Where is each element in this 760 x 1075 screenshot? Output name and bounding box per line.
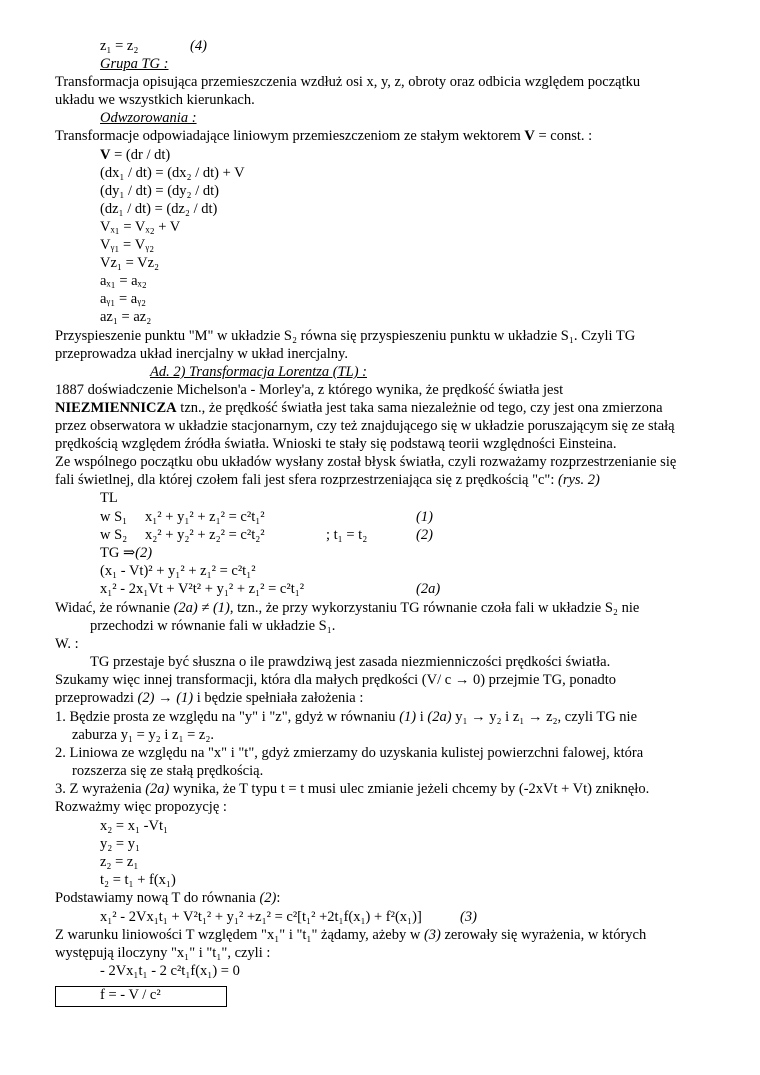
- equation: (dx₁ / dt) = (dx₂ / dt) + V: [100, 165, 245, 181]
- text-line: 1887 doświadczenie Michelson'a - Morley'a, z którego wynika, że prędkość światła jest: [55, 382, 564, 398]
- equation: z₂ = z₁: [100, 854, 139, 870]
- text-line: prędkością względem źródła światła. Wnioski te stały się podstawą teorii względności Einsteina.: [55, 436, 617, 452]
- result-equation: f = - V / c²: [100, 987, 161, 1003]
- equation-z1-z2: z₁ = z₂ (4): [100, 38, 207, 54]
- equation: t₂ = t₁ + f(x₁): [100, 872, 176, 888]
- equation-2: w S₂ x₂² + y₂² + z₂² = c²t₂² ; t₁ = t₂ (2): [100, 527, 433, 543]
- text-line: fali świetlnej, dla której czołem fali jest sfera rozprzestrzeniająca się z prędkością "c": (rys. 2): [55, 472, 600, 488]
- text-line: Transformacja opisująca przemieszczenia wzdłuż osi x, y, z, obroty oraz odbicia względem początku: [55, 74, 641, 90]
- equation: TG ⇒(2): [100, 545, 153, 561]
- equation: y₂ = y₁: [100, 836, 141, 852]
- equation: V = (dr / dt): [100, 147, 171, 163]
- text-line: przez obserwatora w układzie stacjonarnym, czy też znajdującego się w układzie poruszającym się ze stałą: [55, 418, 675, 434]
- list-item-2: 2. Liniowa ze względu na "x" i "t", gdyż zmierzamy do uzyskania kulistej powierzchni falowej, która: [55, 745, 644, 761]
- text-line: występują iloczyny "x₁" i "t₁", czyli :: [55, 945, 271, 961]
- text-line: przeprowadza układ inercjalny w układ inercjalny.: [55, 346, 348, 362]
- equation-1: w S₁ x₁² + y₁² + z₁² = c²t₁² (1): [100, 509, 433, 525]
- equation: Vₓ₁ = Vₓ₂ + V: [100, 219, 181, 235]
- text-line: Widać, że równanie (2a) ≠ (1), tzn., że przy wykorzystaniu TG równanie czoła fali w układzie S₂ nie: [55, 600, 640, 616]
- equation: (x₁ - Vt)² + y₁² + z₁² = c²t₁²: [100, 563, 256, 579]
- text-line: TG przestaje być słuszna o ile prawdziwą jest zasada niezmienniczości prędkości światła.: [90, 654, 611, 670]
- equation: aᵧ₁ = aᵧ₂: [100, 291, 147, 307]
- label-tl: TL: [100, 490, 118, 506]
- list-item-1: 1. Będzie prosta ze względu na "y" i "z", gdyż w równaniu (1) i (2a) y₁ → y₂ i z₁ → z₂, czyli TG nie: [55, 709, 638, 725]
- equation: aₓ₁ = aₓ₂: [100, 273, 147, 289]
- text-line: Szukamy więc innej transformacji, która dla małych prędkości (V/ c → 0) przejmie TG, ponadto: [55, 672, 617, 688]
- equation: Vᴢ₁ = Vᴢ₂: [100, 255, 160, 271]
- result-box: [55, 986, 227, 1007]
- heading-grupa-tg: Grupa TG :: [100, 56, 169, 72]
- text-line: rozszerza się ze stałą prędkością.: [72, 763, 264, 779]
- text-line: Z warunku liniowości T względem "x₁" i "t₁" żądamy, ażeby w (3) zerowały się wyrażenia, w których: [55, 927, 647, 943]
- equation: - 2Vx₁t₁ - 2 c²t₁f(x₁) = 0: [100, 963, 240, 979]
- text-line: Transformacje odpowiadające liniowym przemieszczeniom ze stałym wektorem V = const. :: [55, 128, 593, 144]
- text-line: zaburza y₁ = y₂ i z₁ = z₂.: [72, 727, 215, 743]
- equation: aᴢ₁ = aᴢ₂: [100, 309, 152, 325]
- text-line: przeprowadzi (2) → (1) i będzie spełniała założenia :: [55, 690, 364, 706]
- text-line: układu we wszystkich kierunkach.: [55, 92, 255, 108]
- text-line: Rozważmy więc propozycję :: [55, 799, 227, 815]
- equation: (dy₁ / dt) = (dy₂ / dt): [100, 183, 219, 199]
- equation: x₂ = x₁ -Vt₁: [100, 818, 169, 834]
- equation-2a: x₁² - 2x₁Vt + V²t² + y₁² + z₁² = c²t₁² (2a): [100, 581, 441, 597]
- heading-odwzorowania: Odwzorowania :: [100, 110, 197, 126]
- text-line: NIEZMIENNICZA tzn., że prędkość światła jest taka sama niezależnie od tego, czy jest ona zmierzona: [55, 400, 663, 416]
- heading-transformacja-lorentza: Ad. 2) Transformacja Lorentza (TL) :: [150, 364, 367, 380]
- text-line: Ze wspólnego początku obu układów wysłany został błysk światła, czyli rozważamy rozprzestrzenianie się: [55, 454, 677, 470]
- text-line: Podstawiamy nową T do równania (2):: [55, 890, 281, 906]
- equation-3: x₁² - 2Vx₁t₁ + V²t₁² + y₁² +z₁² = c²[t₁² +2t₁f(x₁) + f²(x₁)] (3): [100, 909, 477, 925]
- text-line: przechodzi w równanie fali w układzie S₁.: [90, 618, 336, 634]
- equation: Vᵧ₁ = Vᵧ₂: [100, 237, 155, 253]
- list-item-3: 3. Z wyrażenia (2a) wynika, że T typu t = t musi ulec zmianie jeżeli chcemy by (-2xVt + Vt) zniknęło.: [55, 781, 650, 797]
- text-line: Przyspieszenie punktu "M" w układzie S₂ równa się przyspieszeniu punktu w układzie S₁. Czyli TG: [55, 328, 636, 344]
- equation: (dz₁ / dt) = (dz₂ / dt): [100, 201, 218, 217]
- text-line: W. :: [55, 636, 79, 652]
